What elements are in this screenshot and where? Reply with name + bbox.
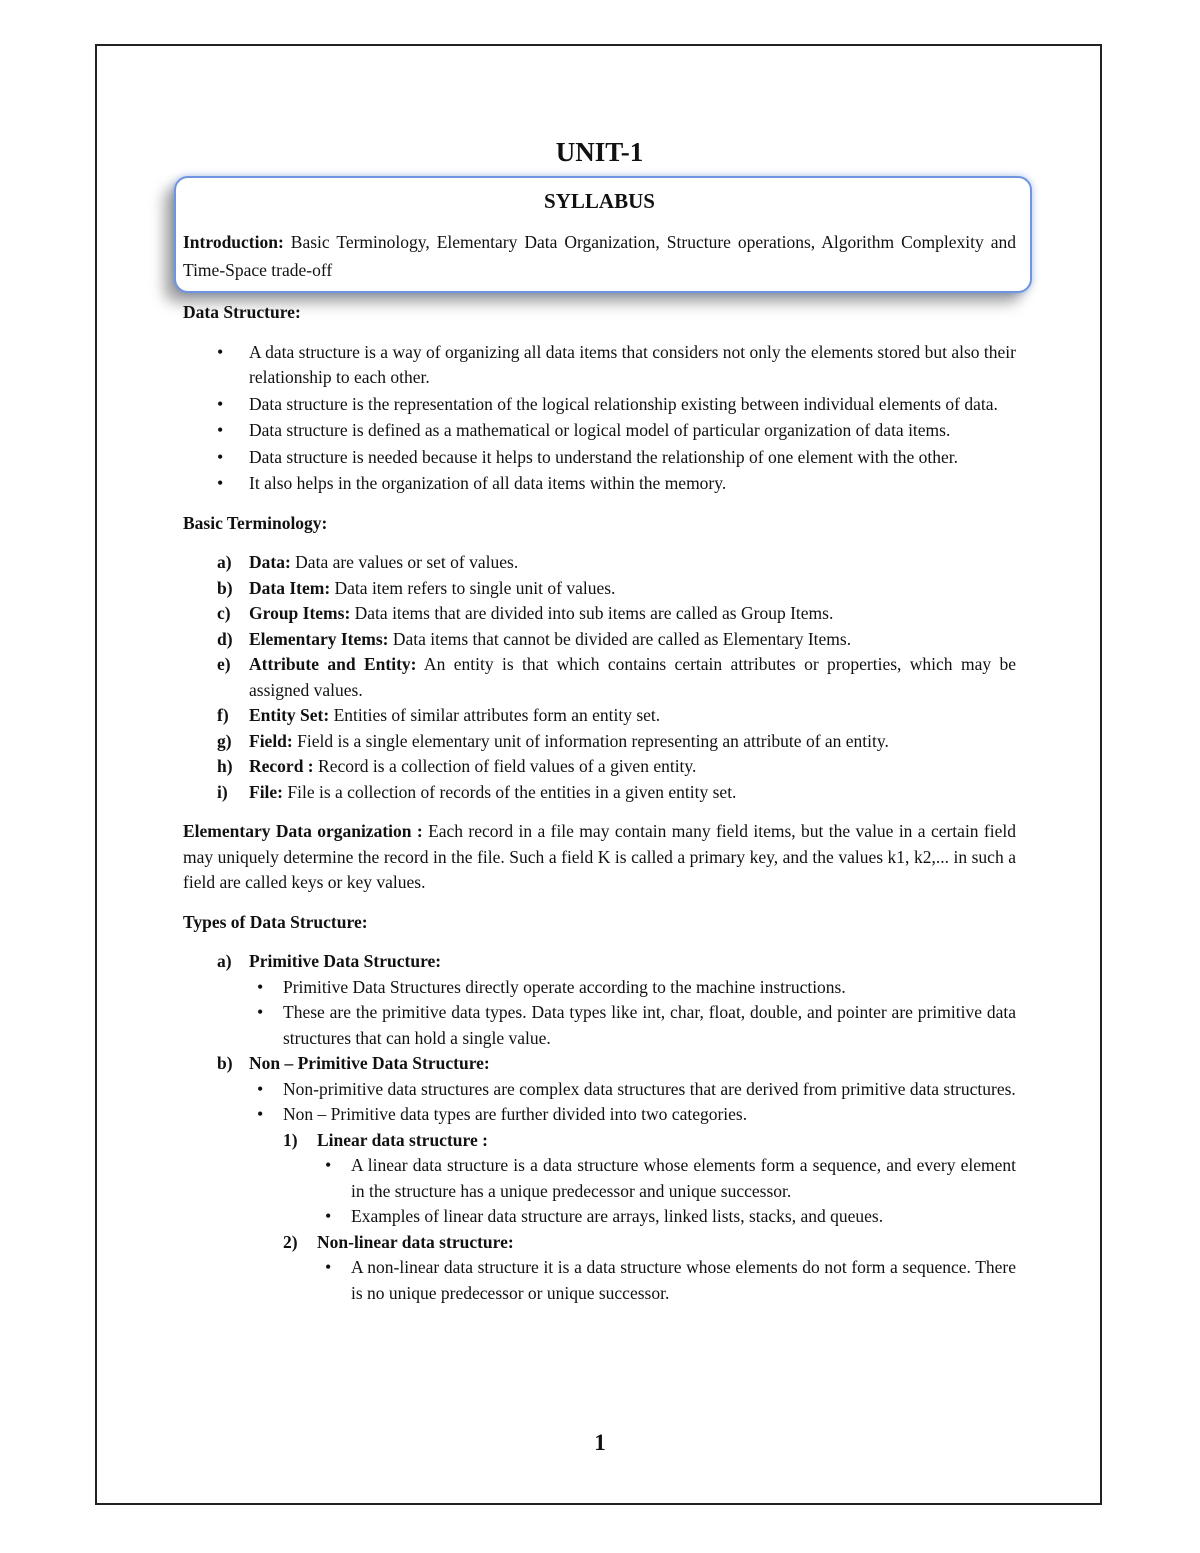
main-content [183, 300, 1016, 1320]
list-item: • These are the primitive data types. Data types like int, char, float, double, and pointer are primitive data structures that can hold a single value. [249, 1000, 1016, 1051]
list-item: • Data structure is defined as a mathematical or logical model of particular organization of data items. [183, 418, 1016, 444]
syllabus-content [183, 186, 1016, 284]
list-item: • Non-primitive data structures are complex data structures that are derived from primitive data structures. [249, 1077, 1016, 1103]
list-marker: h) [217, 756, 233, 776]
nonlinear-bullets [317, 1255, 1016, 1306]
types-list [183, 949, 1016, 1306]
list-marker: 2) [283, 1231, 298, 1252]
term: Data: [249, 552, 291, 572]
list-marker: a) [217, 951, 232, 971]
definition: Data items that cannot be divided are called as Elementary Items. [388, 628, 852, 649]
term: Entity Set: [249, 705, 330, 725]
intro-text: Basic Terminology, Elementary Data Organization, Structure operations, Algorithm Complexity and Time-Space trade-off [183, 232, 1016, 280]
definition: Data are values or set of values. [290, 552, 519, 572]
definition: Field is a single elementary unit of information representing an attribute of an entity. [292, 730, 889, 751]
terminology-item [183, 729, 1016, 755]
non-primitive-categories [283, 1128, 1016, 1307]
term: Field: [249, 730, 293, 751]
linear-bullets [317, 1153, 1016, 1230]
intro-label: Introduction: [183, 232, 284, 252]
terminology-item [183, 754, 1016, 780]
list-marker: b) [217, 577, 233, 598]
definition: Data item refers to single unit of values. [330, 577, 616, 598]
unit-title: UNIT-1 [555, 137, 644, 167]
data-structure-list [183, 340, 1016, 497]
list-item: • Non – Primitive data types are further divided into two categories. [249, 1102, 1016, 1128]
list-marker: e) [217, 654, 231, 674]
terminology-item [183, 652, 1016, 703]
elementary-org-paragraph [183, 819, 1016, 896]
list-marker: a) [217, 552, 232, 572]
list-marker: i) [217, 781, 228, 802]
data-structure-heading: Data Structure: [183, 302, 301, 322]
term: File: [249, 781, 284, 802]
list-item: • A linear data structure is a data structure whose elements form a sequence, and every element in the structure has a unique predecessor and unique successor. [317, 1153, 1016, 1204]
term: Attribute and Entity: [249, 654, 417, 674]
definition: File is a collection of records of the entities in a given entity set. [283, 781, 737, 802]
list-marker: b) [217, 1053, 233, 1073]
terminology-item [183, 576, 1016, 602]
list-item: • Data structure is the representation of the logical relationship existing between individual elements of data. [183, 392, 1016, 418]
non-primitive-bullets [249, 1077, 1016, 1128]
term: Elementary Items: [249, 628, 389, 649]
terminology-item [183, 601, 1016, 627]
page-number: 1 [594, 1430, 606, 1455]
elementary-org-text: Each record in a file may contain many field items, but the value in a certain field may uniquely determine the record in the file. Such a field K is called a primary key, and the values k1, k2,... in such a field are called keys or key values. [183, 821, 1016, 892]
syllabus-text [183, 228, 1016, 284]
syllabus-title: SYLLABUS [544, 189, 655, 213]
non-primitive-title: Non – Primitive Data Structure: [249, 1053, 490, 1073]
terminology-item [183, 550, 1016, 576]
term: Data Item: [249, 577, 331, 598]
linear-section [283, 1128, 1016, 1230]
list-item: • A data structure is a way of organizing all data items that considers not only the elements stored but also their relationship to each other. [183, 340, 1016, 391]
list-item: • Data structure is needed because it helps to understand the relationship of one element with the other. [183, 445, 1016, 471]
linear-title: Linear data structure : [317, 1129, 488, 1150]
list-item: • A non-linear data structure it is a data structure whose elements do not form a sequence. There is no unique predecessor or unique successor. [317, 1255, 1016, 1306]
list-item: • Primitive Data Structures directly operate according to the machine instructions. [249, 975, 1016, 1001]
list-item: • Examples of linear data structure are arrays, linked lists, stacks, and queues. [317, 1204, 1016, 1230]
list-marker: d) [217, 628, 233, 649]
definition: Entities of similar attributes form an entity set. [329, 705, 661, 725]
basic-terminology-heading: Basic Terminology: [183, 512, 328, 533]
list-item: • It also helps in the organization of all data items within the memory. [183, 471, 1016, 497]
list-marker: 1) [283, 1129, 298, 1150]
document-body [183, 128, 1016, 180]
non-primitive-section [183, 1051, 1016, 1306]
primitive-bullets [249, 975, 1016, 1052]
types-heading: Types of Data Structure: [183, 911, 368, 932]
terminology-item [183, 780, 1016, 806]
nonlinear-section [283, 1230, 1016, 1307]
definition: Data items that are divided into sub items are called as Group Items. [350, 603, 834, 623]
nonlinear-title: Non-linear data structure: [317, 1231, 514, 1252]
primitive-section [183, 949, 1016, 1051]
terminology-item [183, 703, 1016, 729]
terminology-item [183, 627, 1016, 653]
definition: Record is a collection of field values of a given entity. [313, 756, 697, 776]
terminology-list [183, 550, 1016, 805]
list-marker: f) [217, 705, 229, 725]
primitive-title: Primitive Data Structure: [249, 951, 442, 971]
list-marker: c) [217, 603, 231, 623]
elementary-org-label: Elementary Data organization : [183, 821, 423, 841]
list-marker: g) [217, 730, 232, 751]
term: Record : [249, 756, 314, 776]
term: Group Items: [249, 603, 351, 623]
definition: An entity is that which contains certain attributes or properties, which may be assigned values. [249, 654, 1017, 700]
